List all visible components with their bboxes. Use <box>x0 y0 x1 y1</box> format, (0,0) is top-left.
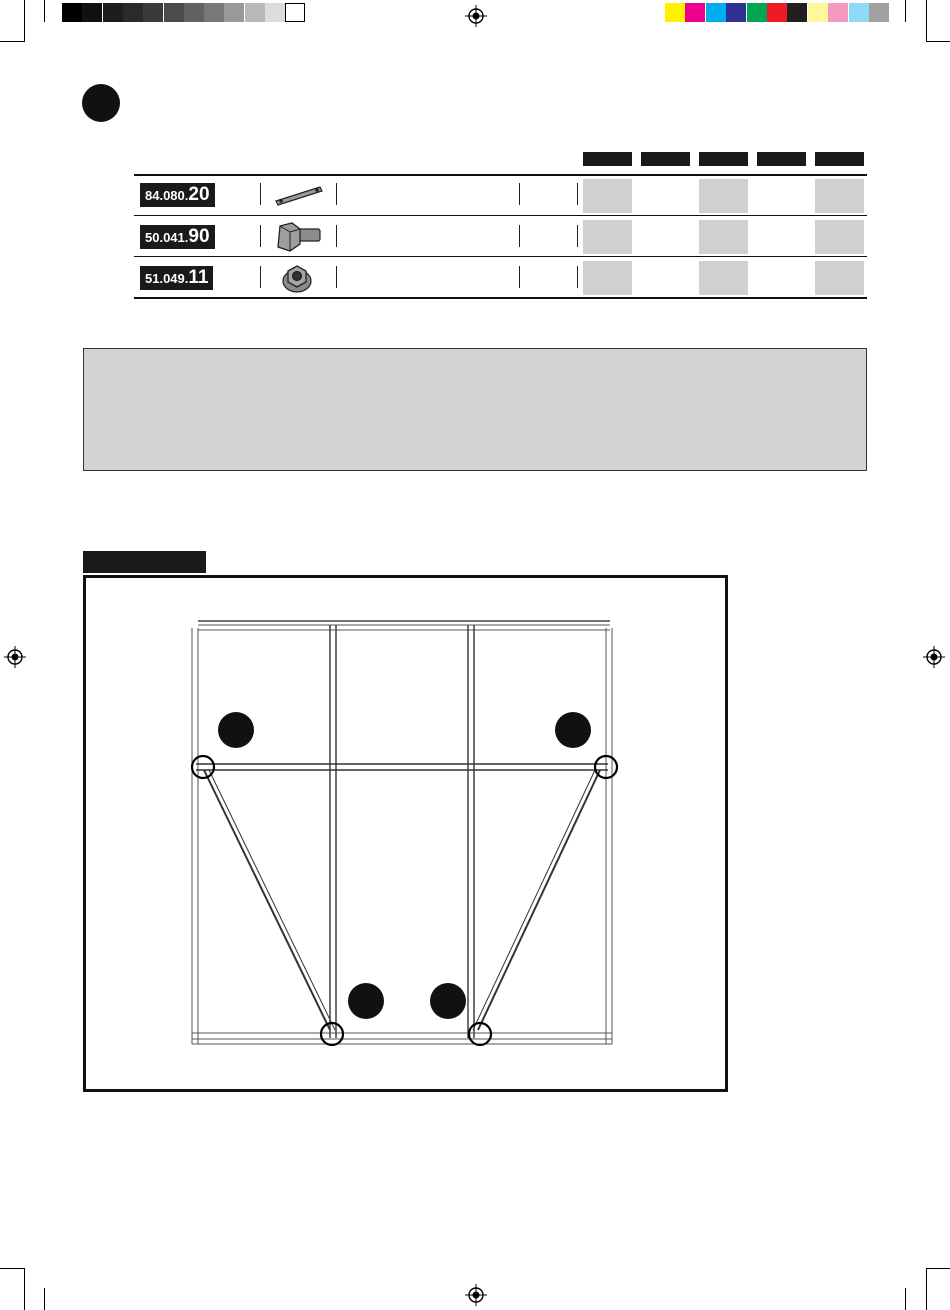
quantity-cell <box>815 261 864 295</box>
model-column-header <box>815 152 864 166</box>
part-number-prefix: 51.049. <box>145 270 189 286</box>
callout-marker-icon <box>555 712 591 748</box>
detail-circle-icon <box>190 754 216 780</box>
callout-marker-icon <box>430 983 466 1019</box>
color-swatch <box>204 3 224 22</box>
color-swatch <box>103 3 123 22</box>
color-swatch <box>828 3 848 22</box>
color-swatch <box>62 3 82 22</box>
callout-marker-icon <box>348 983 384 1019</box>
model-column-header <box>757 152 806 166</box>
color-swatch <box>123 3 143 22</box>
flange-nut-icon <box>280 261 314 295</box>
color-swatch <box>285 3 305 22</box>
color-swatch <box>143 3 163 22</box>
color-swatch <box>265 3 285 22</box>
color-swatch <box>726 3 746 22</box>
part-number-label <box>140 266 213 290</box>
registration-mark-icon <box>465 1284 487 1306</box>
part-number-suffix: 20 <box>188 184 210 205</box>
color-swatch <box>164 3 184 22</box>
quantity-cell <box>583 179 632 213</box>
quantity-cell <box>699 220 748 254</box>
quantity-cell <box>583 261 632 295</box>
instruction-note-panel <box>83 348 867 471</box>
diagram-view-tab <box>83 551 206 573</box>
color-swatch <box>849 3 869 22</box>
detail-circle-icon <box>593 754 619 780</box>
detail-circle-icon <box>319 1021 345 1047</box>
hex-bolt-icon <box>274 220 324 254</box>
quantity-cell <box>815 179 864 213</box>
registration-mark-icon <box>923 646 945 668</box>
color-swatch <box>224 3 244 22</box>
color-swatch <box>869 3 889 22</box>
registration-mark-icon <box>4 646 26 668</box>
model-column-header <box>641 152 690 166</box>
color-swatch <box>82 3 102 22</box>
quantity-cell <box>699 261 748 295</box>
color-swatch <box>706 3 726 22</box>
color-swatch <box>787 3 807 22</box>
detail-circle-icon <box>467 1021 493 1047</box>
color-swatch <box>767 3 787 22</box>
greenhouse-frame-icon <box>86 578 722 1086</box>
model-column-header <box>699 152 748 166</box>
color-swatch <box>245 3 265 22</box>
part-number-suffix: 11 <box>188 267 209 288</box>
color-swatch <box>747 3 767 22</box>
quantity-cell <box>815 220 864 254</box>
color-swatch <box>184 3 204 22</box>
part-number-suffix: 90 <box>188 226 210 247</box>
part-number-label <box>140 183 215 207</box>
color-swatch <box>685 3 705 22</box>
callout-marker-icon <box>218 712 254 748</box>
step-number-badge <box>82 84 120 122</box>
color-swatch <box>808 3 828 22</box>
model-column-header <box>583 152 632 166</box>
part-number-label <box>140 225 215 249</box>
part-number-prefix: 50.041. <box>145 229 189 245</box>
registration-mark-icon <box>465 5 487 27</box>
quantity-cell <box>699 179 748 213</box>
brace-strap-icon <box>272 182 326 208</box>
color-swatch <box>665 3 685 22</box>
quantity-cell <box>583 220 632 254</box>
part-number-prefix: 84.080. <box>145 187 189 203</box>
